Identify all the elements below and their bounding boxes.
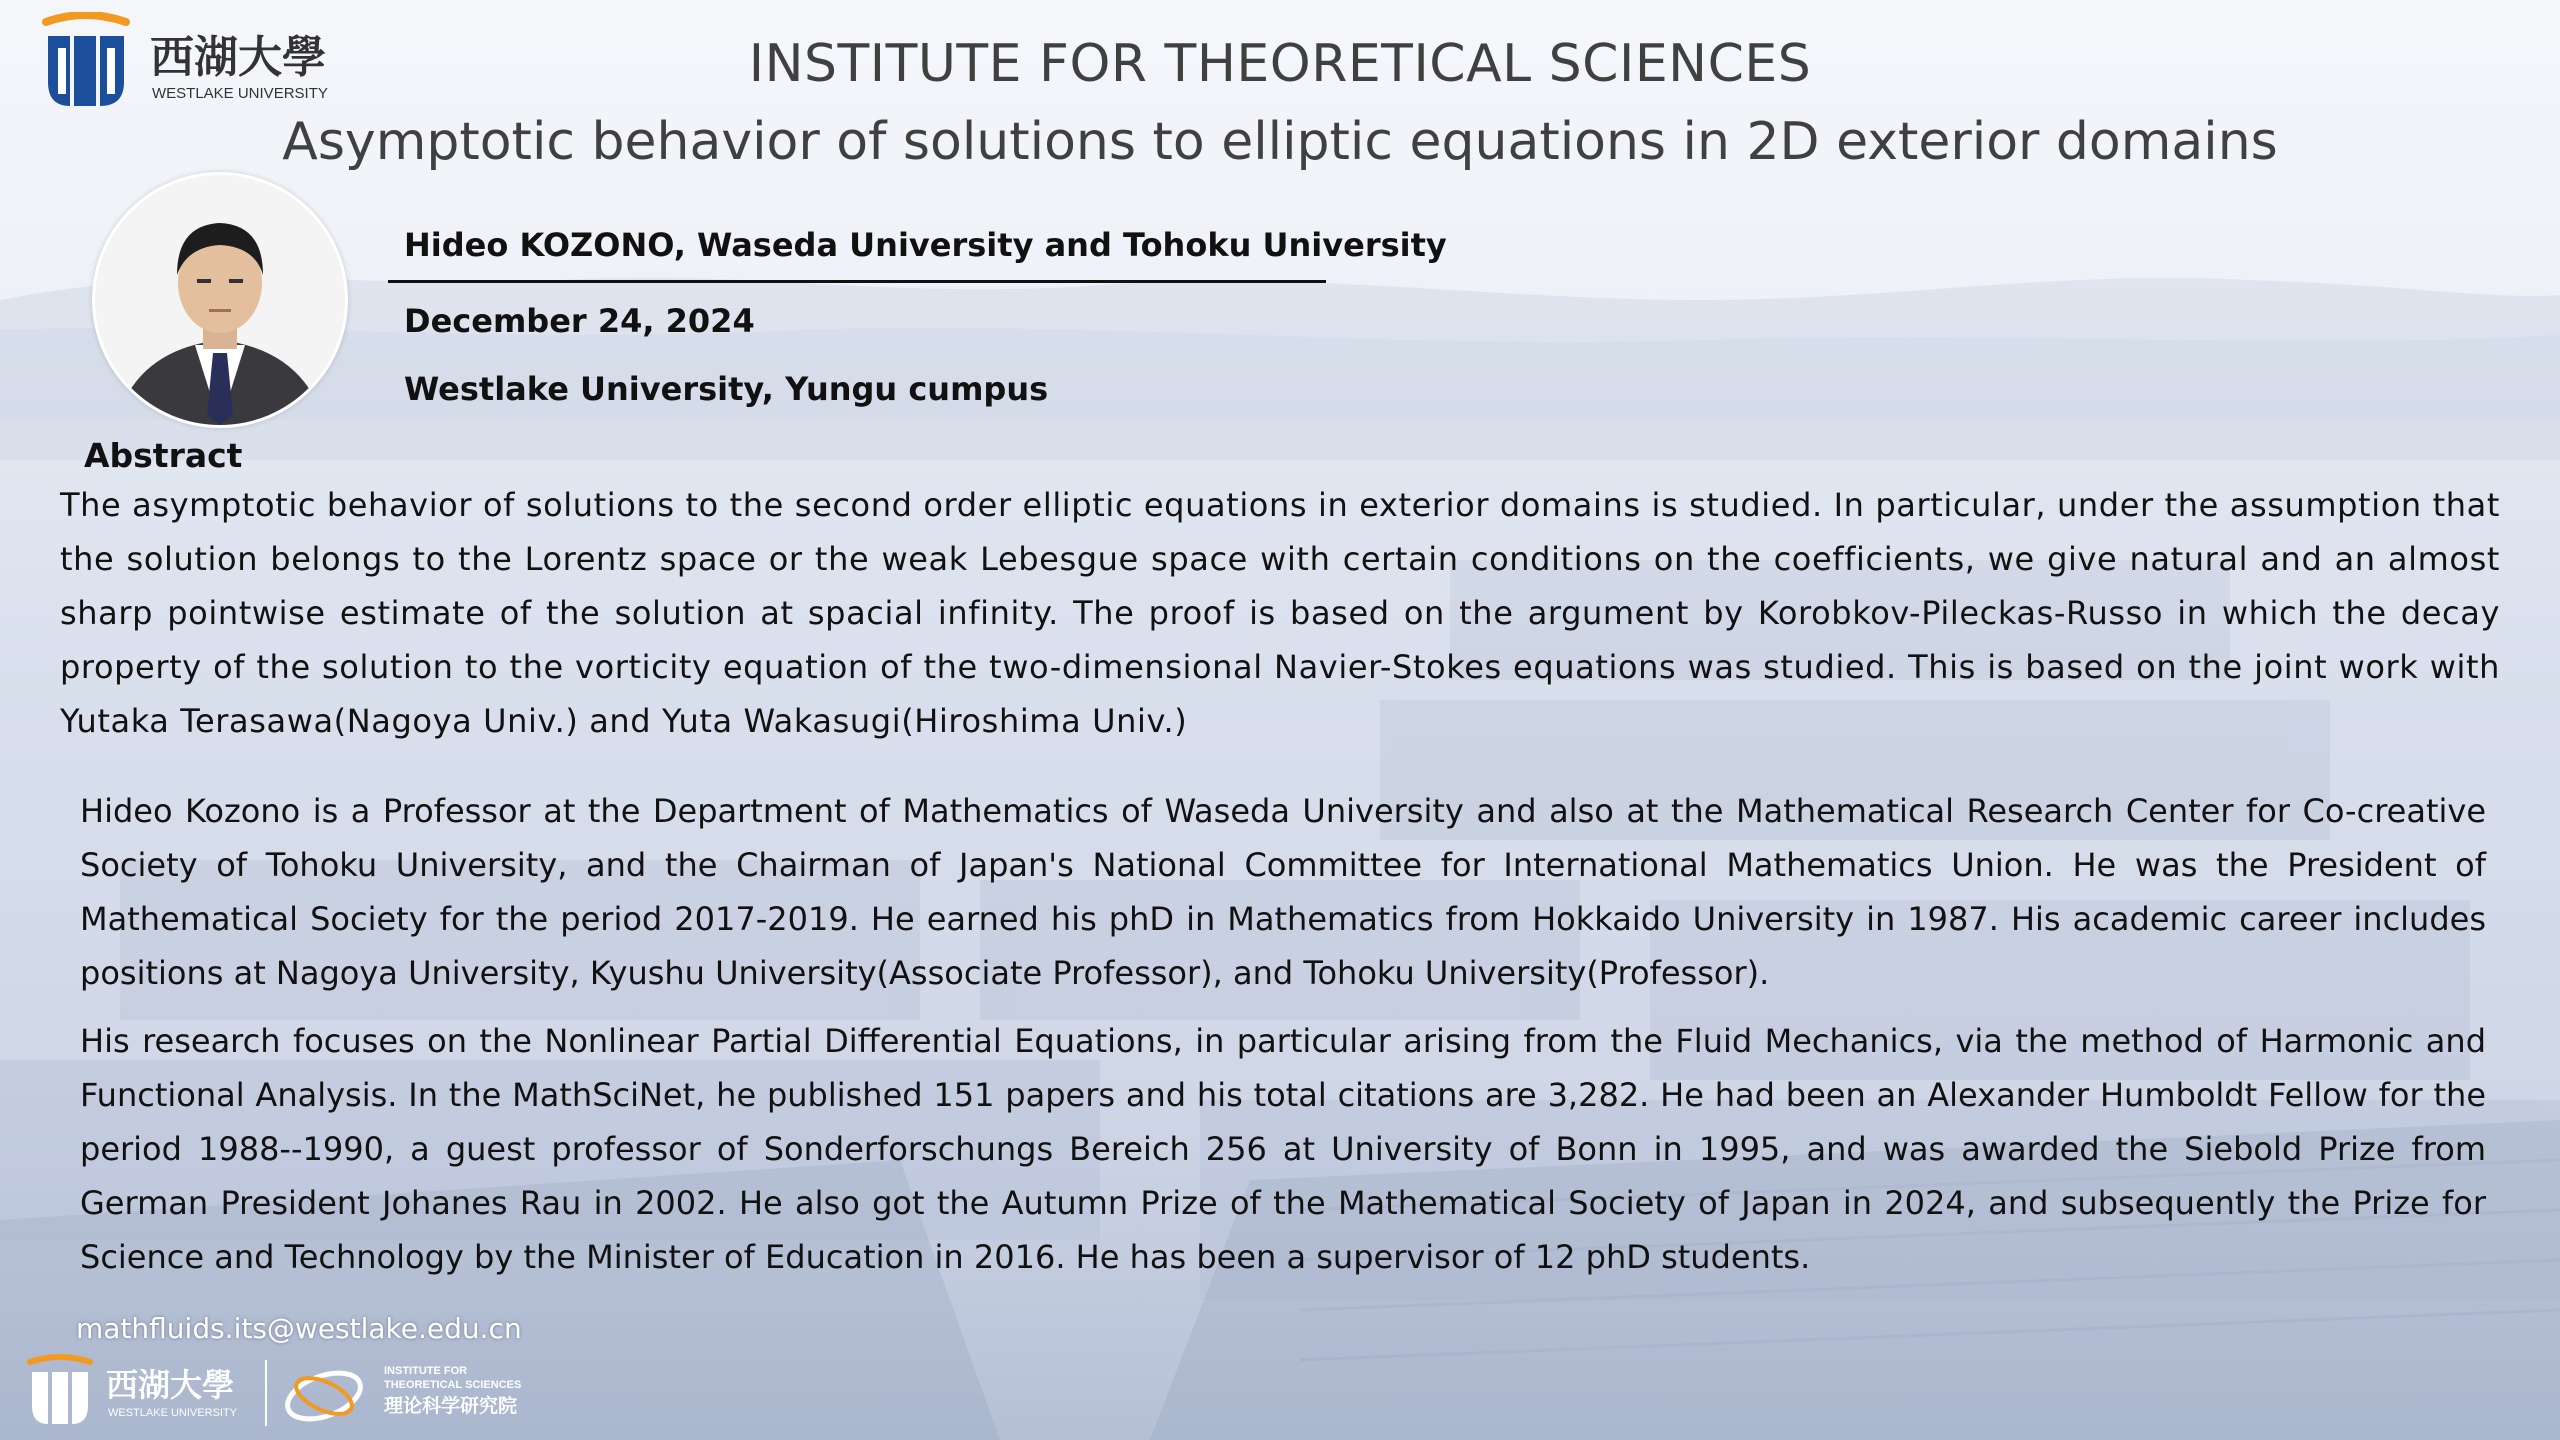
speaker-divider <box>388 280 1326 283</box>
speaker-photo <box>95 175 345 425</box>
abstract-text: The asymptotic behavior of solutions to the second order elliptic equations in exterior domains is studied. In particular, under the assumption that the solution belongs to the Lorentz space or the weak Lebesgue space with certain conditions on the coefficients, we give natural and an almost sharp pointwise estimate of the solution at spacial infinity. The proof is based on the argument by Korobkov-Pileckas-Russo in which the decay property of the solution to the vorticity equation of the two-dimensional Navier-Stokes equations was studied. This is based on the joint work with Yutaka Terasawa(Nagoya Univ.) and Yuta Wakasugi(Hiroshima Univ.) <box>60 486 2500 740</box>
logo-chinese-text: 西湖大學 <box>150 32 326 83</box>
abstract-heading: Abstract <box>84 436 243 475</box>
talk-date: December 24, 2024 <box>404 302 755 340</box>
talk-title: Asymptotic behavior of solutions to elliptic equations in 2D exterior domains <box>282 112 2278 172</box>
speaker-portrait <box>92 172 348 428</box>
bio-paragraph-2: His research focuses on the Nonlinear Partial Differential Equations, in particular arising from the Fluid Mechanics, via the method of Harmonic and Functional Analysis. In the MathSciNet, he published 151 papers and his total citations are 3,282. He had been an Alexander Humboldt Fellow for the period 1988--1990, a guest professor of Sonderforschungs Bereich 256 at University of Bonn in 1995, and was awarded the Siebold Prize from German President Johanes Rau in 2002. He also got the Autumn Prize of the Mathematical Society of Japan in 2024, and subsequently the Prize for Science and Technology by the Minister of Education in 2016. He has been a supervisor of 12 phD students. <box>80 1022 2486 1276</box>
logo-english-text: WESTLAKE UNIVERSITY <box>152 85 328 102</box>
speaker-name-affiliation: Hideo KOZONO, Waseda University and Tohoku University <box>404 226 1447 264</box>
footer-its-line2: THEORETICAL SCIENCES <box>384 1379 522 1391</box>
footer-its-logo <box>281 1364 521 1428</box>
footer-logo-english: WESTLAKE UNIVERSITY <box>108 1407 237 1419</box>
talk-venue: Westlake University, Yungu cumpus <box>404 370 1049 408</box>
footer-westlake-logo <box>30 1357 238 1424</box>
contact-email: mathfluids.its@westlake.edu.cn <box>76 1312 522 1345</box>
bio-paragraph-1: Hideo Kozono is a Professor at the Department of Mathematics of Waseda University and also at the Mathematical Research Center for Co-creative Society of Tohoku University, and the Chairman of Japan's National Committee for International Mathematics Union. He was the President of Mathematical Society for the period 2017-2019. He earned his phD in Mathematics from Hokkaido University in 1987. His academic career includes positions at Nagoya University, Kyushu University(Associate Professor), and Tohoku University(Professor). <box>80 792 2486 992</box>
footer-logos <box>26 1354 546 1432</box>
footer-its-line1: INSTITUTE FOR <box>384 1365 468 1377</box>
institute-title: INSTITUTE FOR THEORETICAL SCIENCES <box>748 34 1812 94</box>
footer-its-chinese: 理论科学研究院 <box>384 1395 518 1417</box>
footer-logo-chinese: 西湖大學 <box>106 1366 235 1404</box>
